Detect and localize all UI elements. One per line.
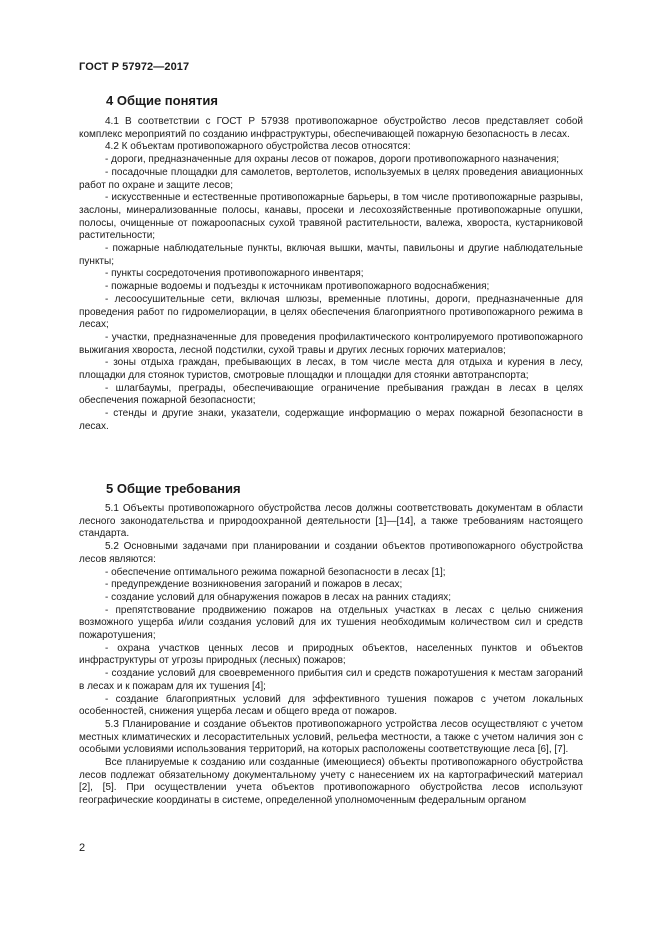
standard-header: ГОСТ Р 57972—2017 [79, 61, 190, 73]
list-item: - пожарные наблюдательные пункты, включая вышки, мачты, павильоны и другие наблюдательные пункты; [79, 243, 583, 267]
page-number: 2 [79, 842, 86, 854]
paragraph: 5.1 Объекты противопожарного обустройства лесов должны соответствовать документам в области лесного законодательства и природоохранной деятельности [1]—[14], а также требованиям настоящего стандарта. [79, 503, 583, 540]
list-item: - дороги, предназначенные для охраны лесов от пожаров, дороги противопожарного назначения; [105, 154, 560, 166]
list-item: - лесоосушительные сети, включая шлюзы, временные плотины, дороги, предназначенные для проведения работ по гидромелиорации, в целях обеспечения благоприятного противопожарного режима в лесах; [79, 293, 583, 331]
list-item: - пункты сосредоточения противопожарного инвентаря; [105, 268, 364, 280]
paragraph: 4.2 К объектам противопожарного обустройства лесов относятся: [105, 141, 411, 153]
list-item: - стенды и другие знаки, указатели, содержащие информацию о мерах пожарной безопасности в лесах. [79, 408, 583, 432]
section-4-title: 4 Общие понятия [106, 93, 218, 108]
list-item: - пожарные водоемы и подъезды к источникам противопожарного водоснабжения; [105, 281, 490, 293]
list-item: - участки, предназначенные для проведения профилактического контролируемого противопожарного выжигания хвороста, лесной подстилки, сухой травы и других лесных горючих материалов; [79, 331, 583, 356]
section-5-body [79, 503, 583, 808]
list-item: - шлагбаумы, преграды, обеспечивающие ограничение пребывания граждан в лесах в целях обеспечения пожарной безопасности; [79, 382, 583, 407]
list-item: - охрана участков ценных лесов и природных объектов, населенных пунктов и объектов инфраструктуры от угрозы природных (лесных) пожаров; [79, 642, 583, 667]
list-item: - препятствование продвижению пожаров на отдельных участках в лесах с целью снижения возможного ущерба и/или создания условий для их тушения необходимым количеством сил и средств пожаротушения; [79, 604, 583, 642]
section-5-title: 5 Общие требования [106, 481, 241, 496]
paragraph: 4.1 В соответствии с ГОСТ Р 57938 противопожарное обустройство лесов представляет собой комплекс мероприятий по созданию инфраструктуры, обеспечивающей пожарную безопасность в лесах. [79, 116, 583, 140]
list-item: - посадочные площадки для самолетов, вертолетов, используемых в целях проведения авиационных работ по охране и защите лесов; [79, 166, 583, 191]
list-item: - создание благоприятных условий для эффективного тушения пожаров с учетом локальных особенностей, снижения ущерба лесам и общего вреда от пожаров. [79, 693, 583, 718]
paragraph: 5.2 Основными задачами при планировании и создании объектов противопожарного обустройства лесов являются: [79, 541, 583, 565]
list-item: - зоны отдыха граждан, пребывающих в лесах, в том числе места для отдыха и курения в лесу, площадки для стоянок туристов, смотровые площадки и площадки для стоянки автотранспорта; [79, 357, 583, 382]
paragraph: 5.3 Планирование и создание объектов противопожарного устройства лесов осуществляют с учетом местных климатических и лесорастительных условий, рельефа местности, а также с учетом наличия зон с особыми условиями использования территорий, на которых расположены соответствующие леса [6], [7]. [79, 718, 583, 756]
list-item: - обеспечение оптимального режима пожарной безопасности в лесах [1]; [105, 566, 446, 578]
list-item: - предупреждение возникновения загораний и пожаров в лесах; [105, 579, 403, 591]
list-item: - искусственные и естественные противопожарные барьеры, в том числе противопожарные разрывы, заслоны, минерализованные полосы, канавы, просеки и лесохозяйственные противопожарные опушки, полосы, очищенные от пожароопасных сухой травяной растительности, валежа, хвороста, кустарниковой растительности; [79, 192, 583, 242]
list-item: - создание условий для обнаружения пожаров в лесах на ранних стадиях; [105, 591, 452, 603]
list-item: - создание условий для своевременного прибытия сил и средств пожаротушения к местам загораний в лесах и к пожарам для их тушения [4]; [79, 668, 583, 692]
section-4-body [79, 116, 583, 434]
paragraph: Все планируемые к созданию или созданные (имеющиеся) объекты противопожарного обустройства лесов подлежат обязательному документальному учету с нанесением их на картографический материал [2], [5]. При осуществлении учета объектов противопожарного обустройства лесов используют географические координаты в системе, определенной уполномоченным федеральным органом [79, 757, 583, 807]
